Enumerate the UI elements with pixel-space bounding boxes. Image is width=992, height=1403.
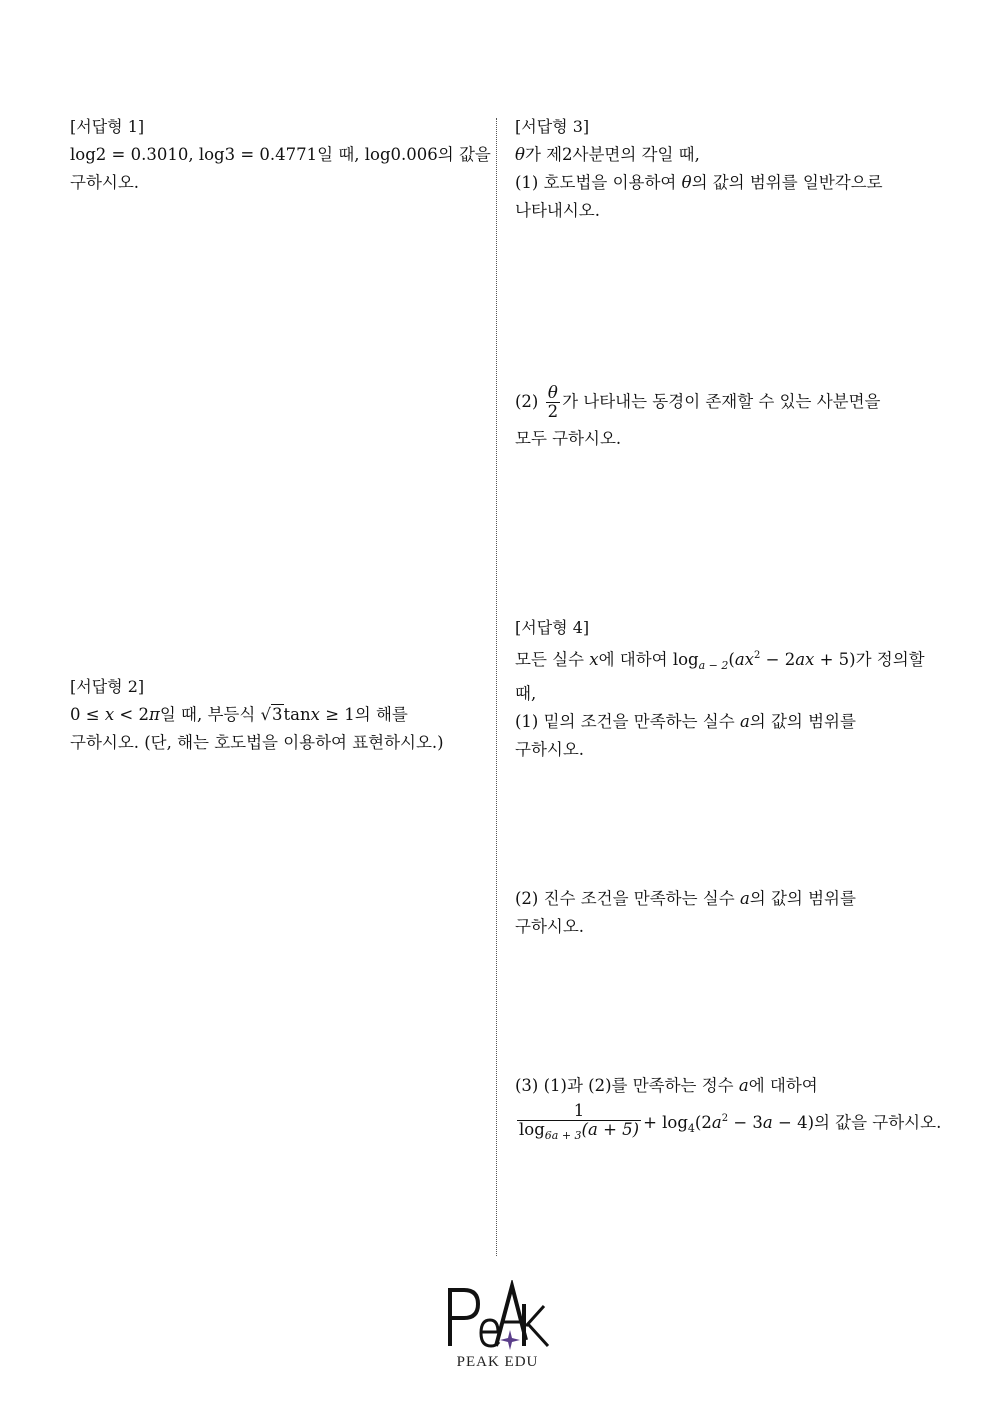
q3-line-1-text: 가 제2사분면의 각일 때, (524, 145, 700, 164)
column-divider (496, 118, 497, 1256)
question-4-part-2-line-2: 구하시오. (515, 917, 585, 936)
q4-l1-text-c: 가 정의할 (855, 650, 925, 669)
q4-fraction (517, 1102, 641, 1145)
q4-arg2-a2: a (762, 1113, 773, 1132)
peak-edu-logo (440, 1280, 555, 1375)
q4-p1-text-a: (1) 밑의 조건을 만족하는 실수 (515, 712, 735, 731)
question-3-line-1 (515, 141, 883, 169)
q4-var-x: x (589, 650, 599, 669)
logo-text: PEAK EDU (456, 1354, 539, 1370)
q4-p3-end: 의 값을 구하시오. (814, 1113, 942, 1132)
q4-p3-text-a: (3) (1)과 (2)를 만족하는 정수 (515, 1076, 734, 1095)
q3-p1-theta: θ (681, 173, 692, 192)
question-3-part-2-line-2: 모두 구하시오. (515, 429, 622, 448)
q2-tan: tan (283, 705, 311, 724)
q4-arg2-sup: 2 (721, 1113, 729, 1124)
q4-log-base-4: 4 (687, 1122, 695, 1135)
q4-p2-text-b: 의 값의 범위를 (749, 889, 856, 908)
question-3 (515, 113, 883, 225)
question-3-part-2-line-1 (515, 384, 881, 421)
q4-frac-den (517, 1121, 641, 1145)
q4-plus-log: + log (643, 1113, 688, 1132)
q4-arg2-mid: − 3 (728, 1113, 763, 1132)
q1-log-target: log0.006 (364, 145, 438, 164)
q4-p2-var: a (739, 889, 750, 908)
question-2-heading: [서답형 2] (70, 677, 145, 696)
question-4-line-1 (515, 642, 925, 680)
q4-l1-text-b: 에 대하여 (598, 650, 668, 669)
q4-p3-var: a (738, 1076, 749, 1095)
q2-var-x: x (104, 705, 115, 724)
question-3-heading: [서답형 3] (515, 117, 590, 136)
q3-p1-text-a: (1) 호도법을 이용하여 (515, 173, 677, 192)
q3-frac-num: θ (546, 384, 561, 403)
q2-pi: π (148, 705, 160, 724)
q4-p1-text-b: 의 값의 범위를 (749, 712, 856, 731)
q1-text-when: 일 때, (317, 145, 360, 164)
q1-log3: log3 = 0.4771 (198, 145, 318, 164)
q2-sqrt-arg: 3 (272, 705, 283, 724)
question-1-line-1 (70, 141, 491, 169)
question-4-part-3 (515, 1072, 941, 1145)
question-4 (515, 614, 925, 764)
question-4-part-3-line-1 (515, 1072, 941, 1100)
question-4-part-2-line-1 (515, 885, 856, 913)
q4-arg-end: + 5) (814, 650, 856, 669)
question-4-part-3-line-2 (515, 1102, 941, 1145)
q4-p2-text-a: (2) 진수 조건을 만족하는 실수 (515, 889, 735, 908)
q3-theta: θ (515, 145, 525, 164)
question-1-heading: [서답형 1] (70, 117, 145, 136)
q4-p1-var: a (739, 712, 750, 731)
q4-arg2-end: − 4) (772, 1113, 814, 1132)
q3-p2-text: 가 나타내는 동경이 존재할 수 있는 사분면을 (562, 392, 881, 411)
question-1 (70, 113, 491, 197)
q2-ineq-end: ≥ 1의 해를 (319, 705, 408, 724)
q3-theta-over-2 (546, 384, 561, 421)
question-2 (70, 673, 444, 757)
q2-tan-x: x (310, 705, 320, 724)
question-4-part-1-line-2: 구하시오. (515, 740, 585, 759)
q4-log: log (672, 650, 699, 669)
question-2-line-2: 구하시오. (단, 해는 호도법을 이용하여 표현하시오.) (70, 733, 444, 752)
question-1-line-2: 구하시오. (70, 173, 140, 192)
q4-l1-text-a: 모든 실수 (515, 650, 585, 669)
q4-frac-log: log (519, 1120, 545, 1139)
peak-logo-mark (440, 1280, 555, 1352)
q1-log2: log2 = 0.3010, (70, 145, 194, 164)
question-3-part-2 (515, 384, 881, 453)
q4-p3-text-b: 에 대하여 (748, 1076, 818, 1095)
q4-arg2-open: (2 (694, 1113, 712, 1132)
q4-frac-log-arg: (a + 5) (581, 1120, 640, 1139)
q3-frac-den: 2 (547, 402, 559, 421)
question-4-part-1 (515, 708, 925, 736)
q4-arg-ax: ax (734, 650, 754, 669)
q1-text-value: 의 값을 (437, 145, 491, 164)
q3-p2-label: (2) (515, 392, 539, 411)
q4-arg-minus: − 2 (760, 650, 796, 669)
q2-ineq-less: < 2 (114, 705, 149, 724)
question-4-part-2 (515, 885, 856, 941)
q4-arg-sup: 2 (754, 650, 761, 661)
q2-sqrt: √3 (260, 705, 283, 724)
question-3-part-1 (515, 169, 883, 197)
question-4-line-2: 때, (515, 684, 537, 703)
q4-frac-num: 1 (517, 1102, 641, 1121)
question-3-part-1-line-2: 나타내시오. (515, 201, 600, 220)
q4-frac-log-base: 6a + 3 (544, 1129, 582, 1142)
q4-arg2-a: a (711, 1113, 722, 1132)
q4-log-base: a − 2 (698, 659, 729, 672)
question-4-heading: [서답형 4] (515, 618, 590, 637)
q4-arg-open: ( (728, 650, 735, 669)
q2-ineq-start: 0 ≤ (70, 705, 105, 724)
question-2-line-1 (70, 701, 444, 729)
q2-text-inequality: 일 때, 부등식 (159, 705, 256, 724)
q4-arg-ax2: ax (795, 650, 815, 669)
q3-p1-text-b: 의 값의 범위를 일반각으로 (691, 173, 883, 192)
